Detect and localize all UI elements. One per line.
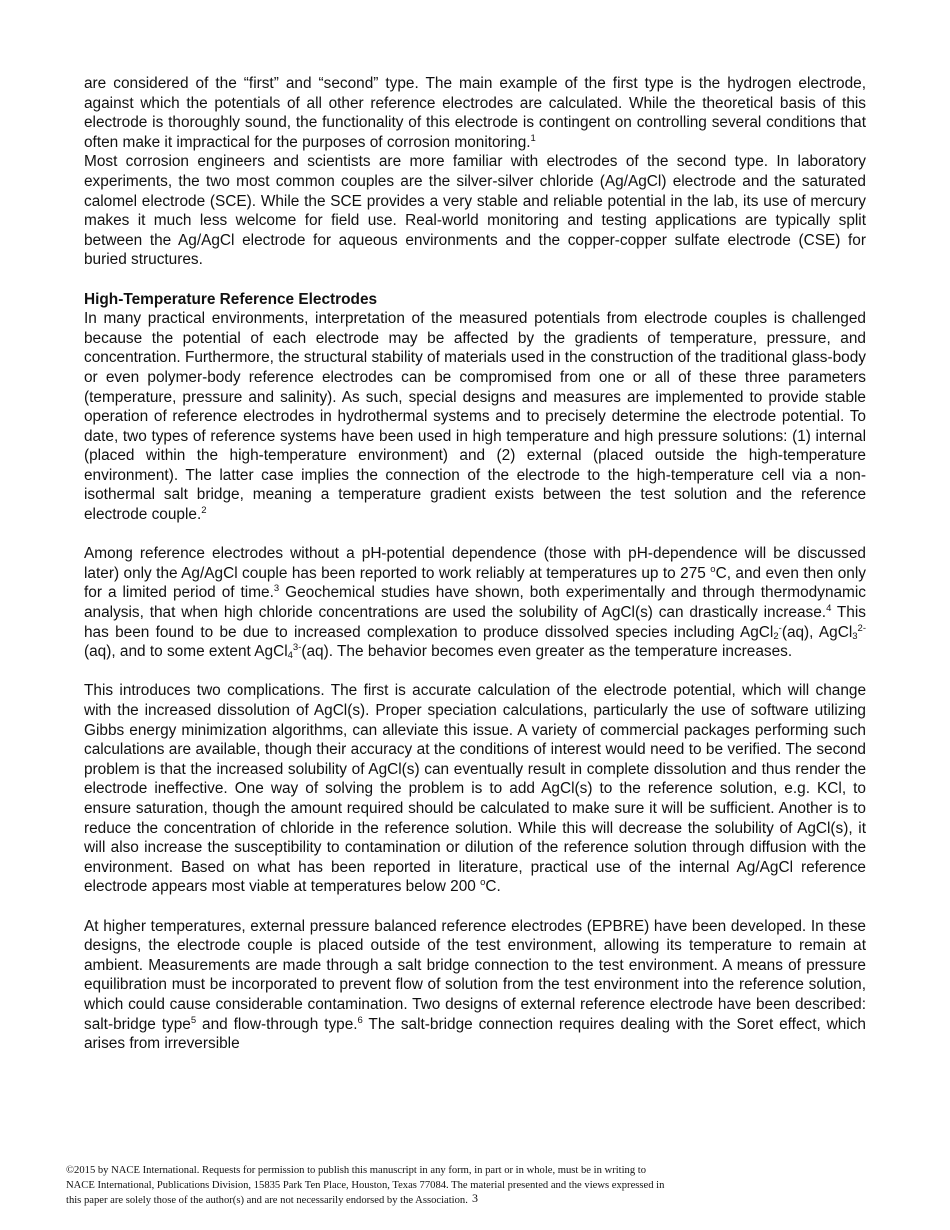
text-run: This introduces two complications. The first is accurate calculation of the electrode potential, which will change with the increased dissolution of AgCl(s). Proper speciation calculations, particularly the use of software utilizing Gibbs energy minimization algorithms, can alleviate this issue. A variety of commercial packages performing such calculations are available, though their accuracy at the conditions of interest would need to be verified. The second problem is that the increased solubility of AgCl(s) can eventually result in complete dissolution and thus render the electrode ineffective. One way of solving the problem is to add AgCl(s) to the reference solution, e.g. KCl, to ensure saturation, though the amount required should be calculated to make sure it will be sufficient. Another is to reduce the concentration of chloride in the reference solution. While this will decrease the solubility of AgCl(s), it will also increase the susceptibility to contamination or dilution of the reference solution through diffusion with the environment. Based on what has been reported in literature, practical use of the internal Ag/AgCl reference electrode appears most viable at temperatures below 200 xyxy=(84,682,866,896)
paragraph-complications xyxy=(84,681,866,897)
degree-symbol: o xyxy=(480,877,486,889)
subscript: 4 xyxy=(287,650,293,662)
superscript: 3- xyxy=(292,642,302,654)
text-run: (aq). The behavior becomes even greater as the temperature increases. xyxy=(301,643,793,661)
text-run: At higher temperatures, external pressure balanced reference electrodes (EPBRE) have been developed. In these designs, the electrode couple is placed outside of the test environment, allowing its temperature to remain at ambient. Measurements are made through a salt bridge connection to the test environment. A means of pressure equilibration must be incorporated to prevent flow of solution from the test environment into the reference solution, which could cause considerable contamination. Two designs of external reference electrode have been described: salt-bridge type xyxy=(84,917,866,1033)
citation-5: 5 xyxy=(190,1014,197,1026)
subscript: 3 xyxy=(852,630,858,642)
text-run: The salt-bridge connection requires dealing with the Soret effect, which arises from irreversible xyxy=(84,1015,866,1053)
subscript: 2 xyxy=(773,630,779,642)
paragraph-high-temperature xyxy=(84,290,866,525)
citation-1: 1 xyxy=(530,132,536,144)
text-run: (aq), AgCl xyxy=(781,623,853,641)
superscript: 2- xyxy=(857,622,866,634)
text-run: Among reference electrodes without a pH-potential dependence (those with pH-dependence will be discussed later) only the Ag/AgCl couple has been reported to work reliably at temperatures up to 275 xyxy=(84,545,866,582)
text-run: C, and even then only for a limited period of time. xyxy=(84,564,866,602)
section-heading: High-Temperature Reference Electrodes xyxy=(84,290,378,308)
paragraph-reference-electrode-types xyxy=(84,74,866,270)
text-run: Most corrosion engineers and scientists are more familiar with electrodes of the second type. In laboratory experiments, the two most common couples are the silver-silver chloride (Ag/AgCl) electrode and the saturated calomel electrode (SCE). While the SCE provides a very stable and reliable potential in the lab, its use of mercury makes it much less welcome for field use. Real-world monitoring and testing applications are typically split between the Ag/AgCl electrode for aqueous environments and the copper-copper sulfate electrode (CSE) for buried structures. xyxy=(84,153,866,269)
paragraph-epbre xyxy=(84,917,866,1054)
text-run: (aq), and to some extent AgCl xyxy=(84,643,288,661)
citation-4: 4 xyxy=(826,603,832,615)
citation-2: 2 xyxy=(201,505,207,517)
text-run: C. xyxy=(485,878,501,896)
citation-3: 3 xyxy=(273,583,280,595)
footer-line: NACE International, Publications Division, 15835 Park Ten Place, Houston, Texas 77084. The material presented and the views expressed in xyxy=(66,1180,665,1191)
text-run: In many practical environments, interpretation of the measured potentials from electrode couples is challenged because the potential of each electrode may be affected by the gradients of temperature, pressure, and concentration. Furthermore, the structural stability of materials used in the construction of the traditional glass-body or even polymer-body reference electrodes can be compromised from one or all of these three parameters (temperature, pressure and salinity). As such, special designs and measures are implemented to provide stable operation of reference electrodes in hydrothermal systems and to precisely determine the electrode potential. To date, two types of reference systems have been used in high temperature and high pressure solutions: (1) internal (placed within the high-temperature environment) and (2) external (placed outside the high-temperature environment). The latter case implies the connection of the electrode to the high-temperature cell via a non-isothermal salt bridge, meaning a temperature gradient exists between the test solution and the reference electrode couple. xyxy=(84,310,866,524)
page-body xyxy=(84,74,866,1054)
footer-line: this paper are solely those of the author(s) and are not necessarily endorsed by the Association. xyxy=(66,1195,468,1206)
degree-symbol: o xyxy=(710,563,716,575)
superscript: - xyxy=(778,622,782,634)
text-run: This has been found to be due to increased complexation to produce dissolved species including AgCl xyxy=(84,604,866,641)
citation-6: 6 xyxy=(357,1014,363,1026)
paragraph-agcl-couple xyxy=(84,544,866,662)
text-run: and flow-through type. xyxy=(196,1015,358,1033)
text-run: Geochemical studies have shown, both experimentally and through thermodynamic analysis, that when high chloride concentrations are used the solubility of AgCl(s) can drastically increase. xyxy=(84,584,866,622)
footer-line: ©2015 by NACE International. Requests for permission to publish this manuscript in any form, in part or in whole, must be in writing to xyxy=(66,1165,647,1176)
text-run: are considered of the “first” and “second” type. The main example of the first type is the hydrogen electrode, against which the potentials of all other reference electrodes are calculated. While the theoretical basis of this electrode is thoroughly sound, the functionality of this electrode is contingent on controlling several conditions that often make it impractical for the purposes of corrosion monitoring. xyxy=(84,75,866,151)
page-number: 3 xyxy=(472,1191,478,1205)
